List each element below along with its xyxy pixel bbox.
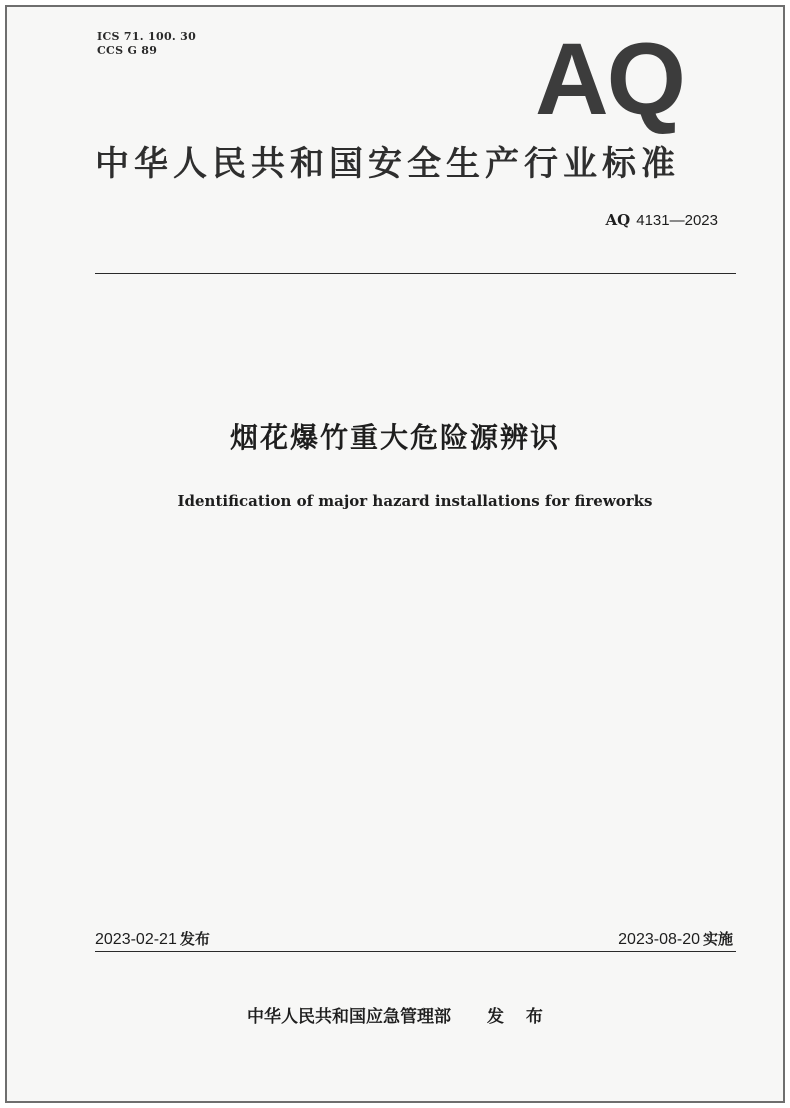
standard-number xyxy=(606,210,718,231)
issue-label: 发布 xyxy=(179,930,210,948)
issuer-name: 中华人民共和国应急管理部 xyxy=(247,1007,451,1027)
implementation-date: 2023-08-20 xyxy=(618,931,700,948)
document-title-chinese: 烟花爆竹重大危险源辨识 xyxy=(229,421,560,454)
publish-label: 发 布 xyxy=(487,1007,551,1027)
standard-category-name: 中华人民共和国安全生产行业标准 xyxy=(95,144,680,184)
ics-code: ICS 71. 100. 30 xyxy=(97,30,197,43)
document-title-english: Identification of major hazard installations for fireworks xyxy=(177,492,653,510)
bottom-divider xyxy=(95,951,736,952)
implementation-label: 实施 xyxy=(702,930,733,948)
classification-codes xyxy=(97,30,196,58)
standard-number-value: 4131—2023 xyxy=(636,212,718,229)
aq-logo: AQ xyxy=(535,22,684,136)
standard-number-prefix: AQ xyxy=(605,211,631,229)
issuing-authority xyxy=(247,1004,551,1030)
issue-date: 2023-02-21 xyxy=(95,931,177,948)
implementation-date-line xyxy=(618,928,733,951)
ccs-code: CCS G 89 xyxy=(97,44,158,57)
issue-date-line xyxy=(95,928,210,951)
top-divider xyxy=(95,273,736,274)
